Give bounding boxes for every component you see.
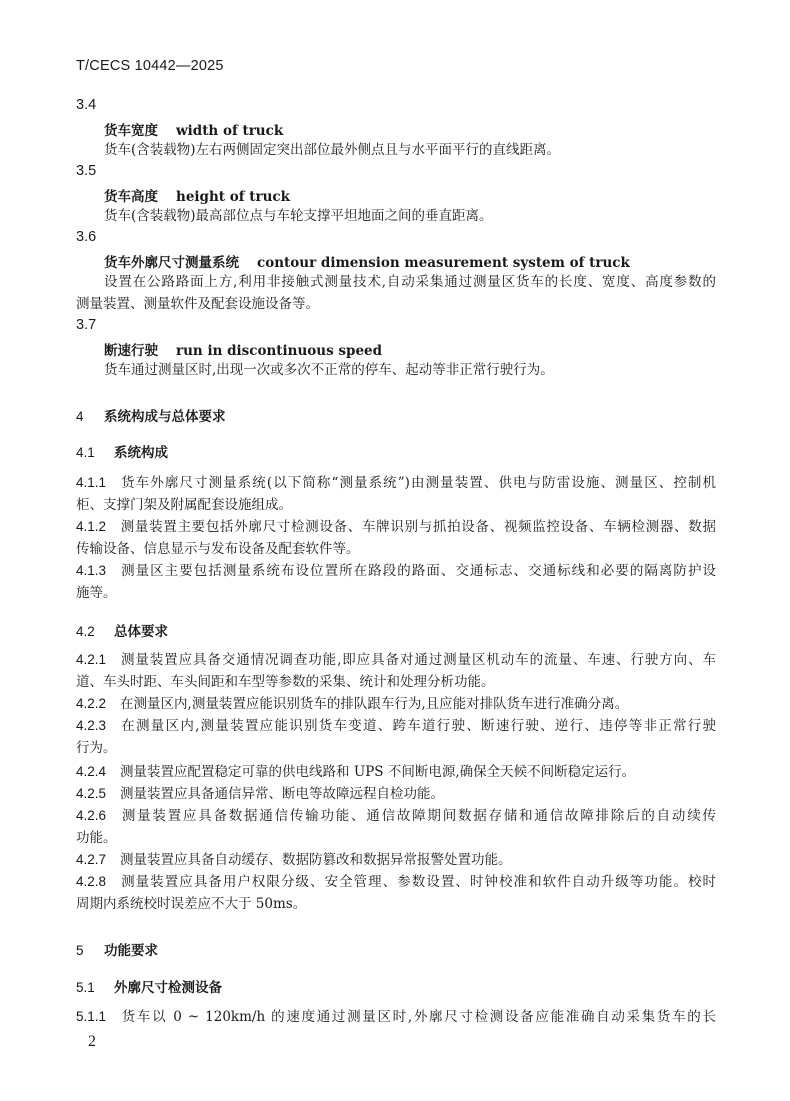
section-title: 系统构成与总体要求 (104, 409, 226, 425)
term-number: 3.7 (76, 317, 97, 333)
term-heading (104, 119, 283, 139)
section-number: 4 (76, 409, 84, 424)
clause-line (76, 562, 716, 580)
term-number: 3.4 (76, 97, 97, 113)
clause-line (76, 717, 716, 735)
clause-number: 4.2.2 (76, 696, 107, 711)
term-number: 3.5 (76, 163, 97, 179)
clause-number: 4.2.8 (76, 874, 107, 889)
clause-number: 4.2.5 (76, 786, 107, 801)
clause-number: 4.1.1 (76, 475, 107, 490)
clause-line (76, 807, 716, 825)
term-heading (104, 185, 290, 205)
clause-number: 4.1.3 (76, 563, 107, 578)
clause-number: 5.1.1 (76, 1009, 107, 1024)
section-title: 功能要求 (104, 943, 158, 959)
term-definition: 货车(含装载物)左右两侧固定突出部位最外侧点且与水平面平行的直线距离。 (104, 142, 561, 158)
term-en: run in discontinuous speed (176, 343, 383, 359)
clause-number: 4.1.2 (76, 519, 107, 534)
term-en: contour dimension measurement system of truck (257, 255, 630, 271)
clause-line: 行为。 (76, 740, 117, 756)
subsection-heading (76, 620, 168, 640)
term-zh: 货车高度 (104, 189, 158, 205)
term-en: height of truck (176, 189, 290, 205)
term-definition: 测量装置、测量软件及配套设施设备等。 (76, 296, 319, 312)
clause-text: 测量装置应配置稳定可靠的供电线路和 UPS 不间断电源,确保全天候不间断稳定运行。 (120, 764, 636, 780)
clause-line: 功能。 (76, 830, 117, 846)
section-title: 总体要求 (114, 624, 168, 640)
clause-line (76, 785, 444, 803)
clause-line: 道、车头时距、车头间距和车型等参数的采集、统计和处理分析功能。 (76, 674, 495, 690)
section-heading (76, 405, 226, 425)
clause-text: 测量区主要包括测量系统布设位置所在路段的路面、交通标志、交通标线和必要的隔离防护设 (120, 563, 716, 579)
clause-text: 测量装置应具备通信异常、断电等故障远程自检功能。 (120, 786, 445, 802)
clause-text: 测量装置应具备自动缓存、数据防篡改和数据异常报警处置功能。 (120, 852, 512, 868)
subsection-heading (76, 976, 222, 996)
section-number: 5 (76, 943, 84, 958)
term-en: width of truck (176, 123, 284, 139)
clause-line (76, 651, 716, 669)
standard-header: T/CECS 10442—2025 (76, 58, 224, 74)
clause-line: 柜、支撑门架及附属配套设施组成。 (76, 497, 292, 513)
clause-line (76, 873, 716, 891)
subsection-heading (76, 441, 168, 461)
clause-text: 测量装置应具备用户权限分级、安全管理、参数设置、时钟校准和软件自动升级等功能。校时 (120, 874, 716, 890)
clause-text: 在测量区内,测量装置应能识别货车变道、跨车道行驶、断速行驶、逆行、违停等非正常行驶 (120, 718, 716, 734)
section-number: 4.1 (76, 445, 95, 460)
clause-number: 4.2.7 (76, 852, 107, 867)
clause-line (76, 763, 635, 781)
clause-number: 4.2.6 (76, 808, 107, 823)
term-zh: 货车宽度 (104, 123, 158, 139)
clause-text: 货车外廓尺寸测量系统(以下简称“测量系统”)由测量装置、供电与防雷设施、测量区、控制机 (120, 475, 716, 491)
clause-text: 测量装置应具备交通情况调查功能,即应具备对通过测量区机动车的流量、车速、行驶方向、车 (120, 652, 716, 668)
term-number: 3.6 (76, 229, 97, 245)
clause-number: 4.2.4 (76, 764, 107, 779)
clause-text: 测量装置应具备数据通信传输功能、通信故障期间数据存储和通信故障排除后的自动续传 (120, 808, 716, 824)
term-heading (104, 339, 382, 359)
section-title: 系统构成 (114, 445, 168, 461)
clause-text: 测量装置主要包括外廓尺寸检测设备、车牌识别与抓拍设备、视频监控设备、车辆检测器、数据 (120, 519, 716, 535)
term-zh: 货车外廓尺寸测量系统 (104, 255, 239, 271)
clause-text: 在测量区内,测量装置应能识别货车的排队跟车行为,且应能对排队货车进行准确分离。 (120, 696, 629, 712)
section-heading (76, 939, 158, 959)
section-number: 4.2 (76, 624, 95, 639)
term-zh: 断速行驶 (104, 343, 158, 359)
term-heading (104, 251, 630, 271)
clause-line (76, 518, 716, 536)
clause-line (76, 474, 716, 492)
term-definition: 设置在公路路面上方,利用非接触式测量技术,自动采集通过测量区货车的长度、宽度、高度参数的 (104, 274, 716, 290)
term-definition: 货车通过测量区时,出现一次或多次不正常的停车、起动等非正常行驶行为。 (104, 362, 554, 378)
clause-line: 传输设备、信息显示与发布设备及配套软件等。 (76, 541, 360, 557)
clause-line (76, 1008, 716, 1026)
clause-line (76, 851, 512, 869)
page-number: 2 (88, 1033, 96, 1050)
section-number: 5.1 (76, 980, 95, 995)
clause-number: 4.2.3 (76, 718, 107, 733)
clause-line: 周期内系统校时误差应不大于 50ms。 (76, 896, 307, 912)
clause-line: 施等。 (76, 585, 117, 601)
term-definition: 货车(含装载物)最高部位点与车轮支撑平坦地面之间的垂直距离。 (104, 208, 493, 224)
clause-text: 货车以 0 ~ 120km/h 的速度通过测量区时,外廓尺寸检测设备应能准确自动采集货车的长 (120, 1009, 716, 1025)
clause-number: 4.2.1 (76, 652, 107, 667)
clause-line (76, 695, 628, 713)
section-title: 外廓尺寸检测设备 (114, 980, 222, 996)
